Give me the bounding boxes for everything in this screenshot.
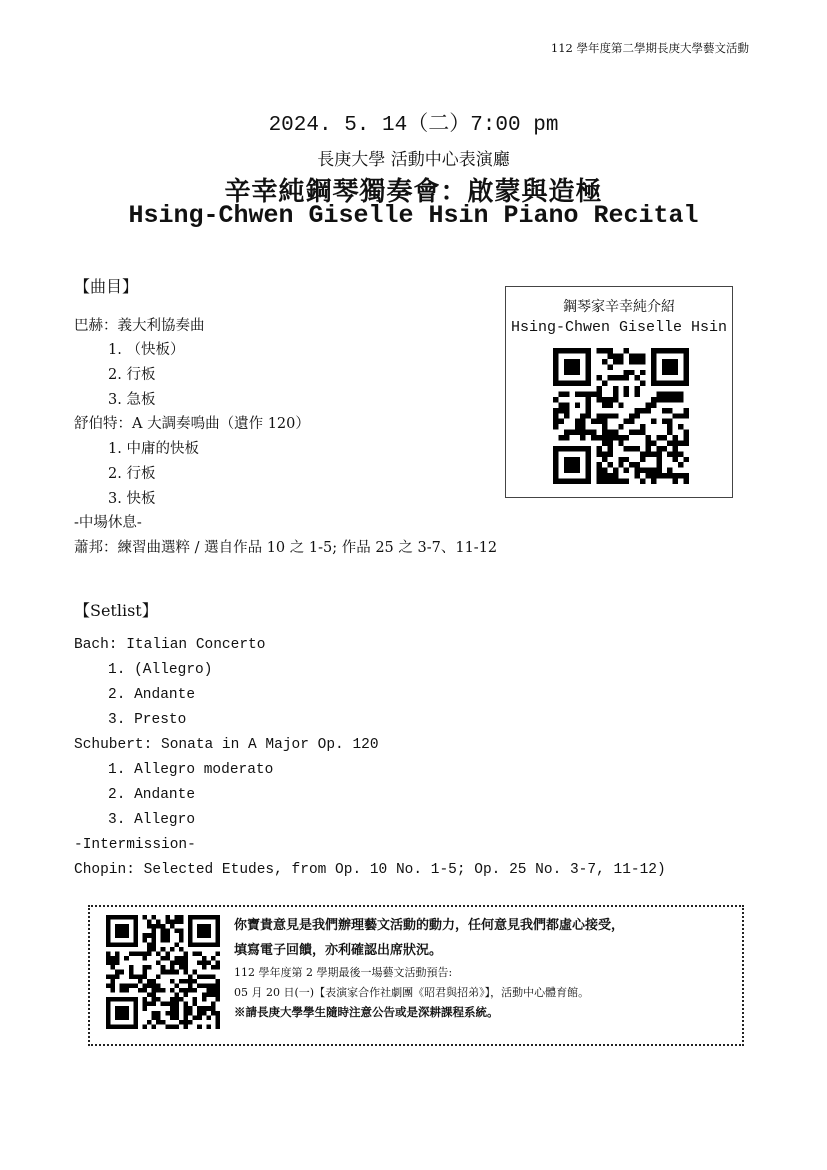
notice-line: ※請長庚大學學生隨時注意公告或是深耕課程系統。 bbox=[234, 1005, 499, 1019]
notice-line: 填寫電子回饋，亦利確認出席狀況。 bbox=[234, 943, 443, 958]
program-zh-line: 1. 中庸的快板 bbox=[108, 441, 199, 457]
program-en-line: 3. Presto bbox=[108, 712, 187, 728]
program-zh-line: 2. 行板 bbox=[108, 466, 156, 482]
notice-line: 112 學年度第 2 學期最後一場藝文活動預告: bbox=[234, 966, 453, 979]
program-zh-heading: 【曲目】 bbox=[74, 277, 139, 296]
qr-code-icon[interactable] bbox=[106, 915, 220, 1029]
feedback-notice-box bbox=[88, 905, 744, 1046]
program-en-line: Bach: Italian Concerto bbox=[74, 637, 266, 653]
program-en-heading: 【Setlist】 bbox=[74, 601, 158, 620]
notice-line: 你寶貴意見是我們辦理藝文活動的動力，任何意見我們都虛心接受， bbox=[234, 918, 625, 933]
program-zh-line: 巴赫：義大利協奏曲 bbox=[74, 318, 205, 334]
program-zh-line: 1. （快板） bbox=[108, 342, 185, 358]
program-zh-line: 2. 行板 bbox=[108, 367, 156, 383]
qr-code-icon[interactable] bbox=[553, 348, 689, 484]
pianist-intro-caption-en: Hsing-Chwen Giselle Hsin bbox=[510, 319, 728, 336]
program-en-line: Chopin: Selected Etudes, from Op. 10 No. 1-5; Op. 25 No. 3-7, 11-12) bbox=[74, 862, 666, 878]
program-en-line: 2. Andante bbox=[108, 787, 196, 803]
program-en-line: 2. Andante bbox=[108, 687, 196, 703]
program-en-line: 1. Allegro moderato bbox=[108, 762, 274, 778]
program-en-line: 3. Allegro bbox=[108, 812, 196, 828]
event-datetime: 2024. 5. 14（二）7:00 pm bbox=[268, 114, 559, 137]
program-en-line: -Intermission- bbox=[74, 837, 196, 853]
program-zh-line: 3. 快板 bbox=[108, 491, 156, 507]
notice-line: 05 月 20 日(一)【表演家合作社劇團《昭君與招弟》】，活動中心體育館。 bbox=[234, 986, 590, 999]
program-zh-line: -中場休息- bbox=[74, 515, 142, 531]
event-venue: 長庚大學 活動中心表演廳 bbox=[317, 150, 510, 170]
program-en-line: 1. (Allegro) bbox=[108, 662, 213, 678]
pianist-intro-caption-zh: 鋼琴家辛幸純介紹 bbox=[563, 299, 675, 315]
event-title-zh: 辛幸純鋼琴獨奏會：啟蒙與造極 bbox=[224, 177, 603, 207]
event-title-en: Hsing-Chwen Giselle Hsin Piano Recital bbox=[128, 201, 699, 230]
header-note: 112 學年度第二學期長庚大學藝文活動 bbox=[550, 41, 749, 55]
program-zh-line: 蕭邦：練習曲選粹 / 選自作品 10 之 1-5; 作品 25 之 3-7、11-12 bbox=[74, 540, 498, 556]
program-zh-line: 舒伯特：A 大調奏鳴曲（遺作 120） bbox=[74, 416, 310, 432]
program-zh-line: 3. 急板 bbox=[108, 392, 156, 408]
pianist-intro-card bbox=[505, 286, 733, 498]
program-en-line: Schubert: Sonata in A Major Op. 120 bbox=[74, 737, 379, 753]
